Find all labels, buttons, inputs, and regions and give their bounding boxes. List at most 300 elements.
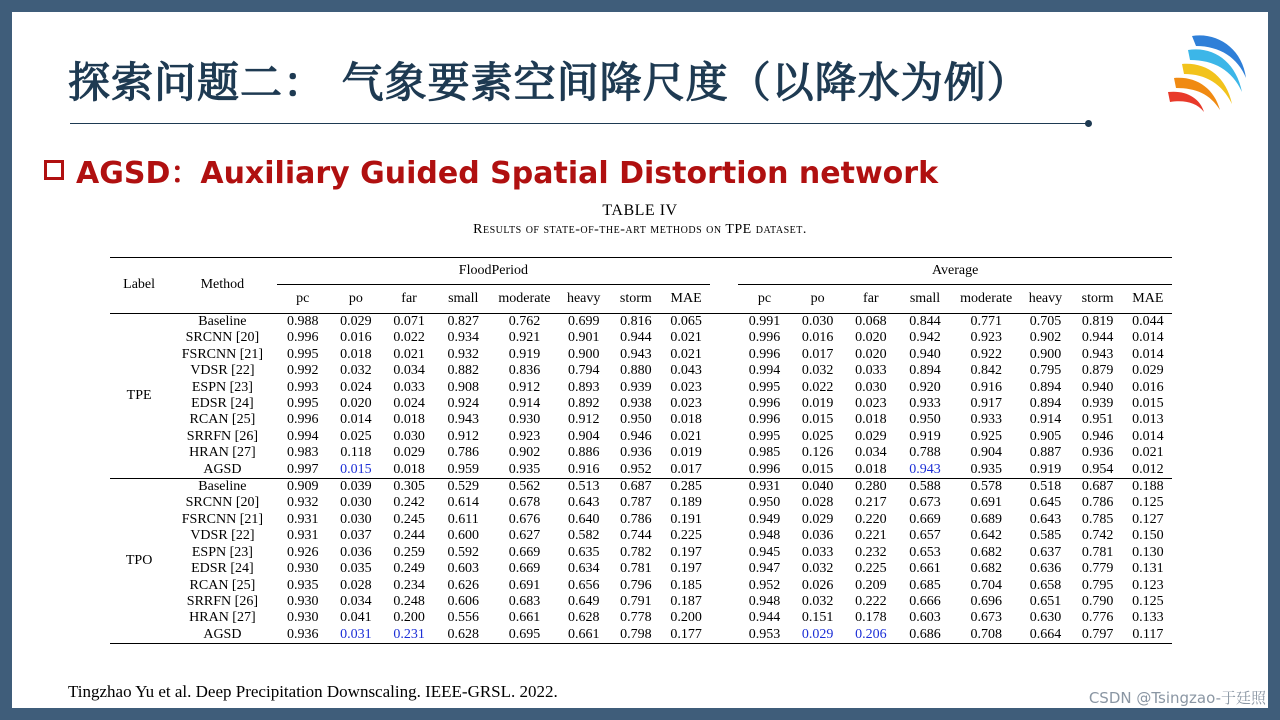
value-cell: 0.039 (329, 479, 383, 496)
value-cell: 0.954 (1081, 461, 1114, 477)
value-cell: 0.940 (909, 346, 941, 362)
value-cell: 0.894 (1029, 396, 1062, 412)
value-cell: 0.930 (286, 561, 319, 577)
value-cell: 0.742 (1081, 528, 1114, 544)
value-cell: 0.217 (855, 495, 887, 511)
metric-header-avg-po: po (791, 285, 845, 314)
value-cell: 0.705 (1029, 314, 1062, 329)
value-cell: 0.993 (286, 379, 319, 395)
table-row (110, 495, 1172, 511)
value-cell: 0.944 (748, 610, 781, 626)
value-cell: 0.018 (393, 412, 425, 428)
value-cell: 0.031 (340, 626, 372, 642)
value-cell: 0.029 (340, 314, 372, 329)
table-row (110, 528, 1172, 544)
value-cell: 0.708 (970, 626, 1002, 642)
value-cell: 0.021 (670, 346, 702, 362)
method-cell: SRRFN [26] (186, 593, 258, 609)
value-cell: 0.685 (909, 577, 941, 593)
metric-header-flood-small: small (435, 285, 491, 314)
value-cell: 0.657 (909, 528, 941, 544)
value-cell: 0.036 (340, 544, 372, 560)
value-cell: 0.689 (970, 511, 1002, 527)
value-cell: 0.819 (1081, 314, 1114, 329)
value-cell: 0.651 (1029, 593, 1062, 609)
value-cell: 0.040 (791, 479, 845, 496)
value-cell: 0.940 (1081, 379, 1114, 395)
value-cell: 0.189 (670, 495, 702, 511)
value-cell: 0.912 (508, 379, 541, 395)
value-cell: 0.012 (1132, 461, 1164, 477)
value-cell: 0.673 (909, 495, 941, 511)
value-cell: 0.893 (567, 379, 600, 395)
value-cell: 0.669 (508, 544, 541, 560)
value-cell: 0.244 (393, 528, 425, 544)
value-cell: 0.285 (662, 479, 710, 496)
value-cell: 0.030 (393, 428, 425, 444)
column-spacer (710, 445, 738, 461)
method-header: Method (168, 258, 276, 314)
value-cell: 0.943 (620, 346, 652, 362)
value-cell: 0.065 (670, 314, 702, 329)
group-header-average: Average (738, 258, 1172, 285)
value-cell: 0.022 (393, 330, 425, 346)
results-table (110, 258, 1172, 643)
value-cell: 0.902 (1029, 330, 1062, 346)
value-cell: 0.018 (670, 412, 702, 428)
value-cell: 0.125 (1132, 495, 1164, 511)
value-cell: 0.018 (855, 412, 887, 428)
method-cell: EDSR [24] (191, 561, 254, 577)
value-cell: 0.556 (447, 610, 479, 626)
value-cell: 0.676 (508, 511, 541, 527)
value-cell: 0.933 (970, 412, 1002, 428)
value-cell: 0.643 (1029, 511, 1062, 527)
value-cell: 0.068 (855, 314, 887, 329)
metric-header-flood-MAE: MAE (662, 285, 710, 314)
value-cell: 0.043 (670, 363, 702, 379)
value-cell: 0.634 (567, 561, 600, 577)
value-cell: 0.996 (748, 412, 781, 428)
value-cell: 0.935 (970, 461, 1002, 477)
value-cell: 0.017 (801, 346, 834, 362)
value-cell: 0.032 (801, 561, 834, 577)
value-cell: 0.245 (393, 511, 425, 527)
value-cell: 0.200 (670, 610, 702, 626)
value-cell: 0.649 (567, 593, 600, 609)
table-row (110, 462, 1172, 479)
value-cell: 0.921 (508, 330, 541, 346)
value-cell: 0.025 (801, 428, 834, 444)
value-cell: 0.696 (970, 593, 1002, 609)
value-cell: 0.640 (567, 511, 600, 527)
value-cell: 0.787 (620, 495, 652, 511)
value-cell: 0.951 (1081, 412, 1114, 428)
value-cell: 0.879 (1081, 363, 1114, 379)
value-cell: 0.656 (567, 577, 600, 593)
value-cell: 0.995 (286, 396, 319, 412)
table-row (110, 610, 1172, 626)
slide (12, 12, 1268, 708)
value-cell: 0.916 (970, 379, 1002, 395)
value-cell: 0.785 (1081, 511, 1114, 527)
value-cell: 0.919 (1029, 461, 1062, 477)
value-cell: 0.691 (508, 577, 541, 593)
value-cell: 0.225 (670, 528, 702, 544)
table-row (110, 627, 1172, 643)
value-cell: 0.187 (670, 593, 702, 609)
value-cell: 0.935 (508, 461, 541, 477)
value-cell: 0.953 (748, 626, 781, 642)
value-cell: 0.795 (1081, 577, 1114, 593)
value-cell: 0.044 (1132, 314, 1164, 329)
value-cell: 0.935 (286, 577, 319, 593)
value-cell: 0.015 (1132, 396, 1164, 412)
method-cell: FSRCNN [21] (181, 346, 264, 362)
method-cell: RCAN [25] (189, 412, 256, 428)
value-cell: 0.118 (340, 445, 372, 461)
value-cell: 0.206 (855, 626, 887, 642)
value-cell: 0.996 (748, 346, 781, 362)
value-cell: 0.035 (340, 561, 372, 577)
value-cell: 0.034 (393, 363, 425, 379)
value-cell: 0.995 (748, 428, 781, 444)
subtitle-row (44, 148, 938, 192)
table-row (110, 594, 1172, 610)
value-cell: 0.939 (1081, 396, 1114, 412)
value-cell: 0.944 (1081, 330, 1114, 346)
value-cell: 0.209 (855, 577, 887, 593)
value-cell: 0.996 (748, 461, 781, 477)
value-cell: 0.686 (909, 626, 941, 642)
value-cell: 0.032 (340, 363, 372, 379)
value-cell: 0.529 (435, 479, 491, 496)
section-label: TPE (126, 387, 152, 403)
value-cell: 0.020 (855, 346, 887, 362)
metric-header-avg-moderate: moderate (953, 285, 1019, 314)
value-cell: 0.231 (393, 626, 425, 642)
value-cell: 0.259 (393, 544, 425, 560)
value-cell: 0.794 (567, 363, 600, 379)
value-cell: 0.200 (393, 610, 425, 626)
value-cell: 0.930 (286, 610, 319, 626)
value-cell: 0.687 (1072, 479, 1124, 496)
value-cell: 0.249 (393, 561, 425, 577)
method-cell: VDSR [22] (190, 363, 255, 379)
value-cell: 0.798 (620, 626, 652, 642)
value-cell: 0.033 (801, 544, 834, 560)
value-cell: 0.776 (1081, 610, 1114, 626)
value-cell: 0.744 (620, 528, 652, 544)
value-cell: 0.894 (909, 363, 941, 379)
metric-header-avg-pc: pc (738, 285, 790, 314)
results-body (110, 314, 1172, 644)
value-cell: 0.904 (970, 445, 1002, 461)
value-cell: 0.024 (340, 379, 372, 395)
value-cell: 0.914 (1029, 412, 1062, 428)
column-spacer (710, 330, 738, 346)
value-cell: 0.673 (970, 610, 1002, 626)
value-cell: 0.781 (1081, 544, 1114, 560)
title-divider (70, 123, 1088, 124)
value-cell: 0.946 (620, 428, 652, 444)
value-cell: 0.796 (620, 577, 652, 593)
value-cell: 0.022 (801, 379, 834, 395)
value-cell: 0.771 (970, 314, 1002, 329)
value-cell: 0.125 (1132, 593, 1164, 609)
value-cell: 0.936 (286, 626, 319, 642)
metric-header-avg-small: small (897, 285, 953, 314)
value-cell: 0.630 (1029, 610, 1062, 626)
value-cell: 0.019 (801, 396, 834, 412)
value-cell: 0.014 (340, 412, 372, 428)
value-cell: 0.658 (1029, 577, 1062, 593)
value-cell: 0.892 (567, 396, 600, 412)
value-cell: 0.021 (1132, 445, 1164, 461)
metric-header-flood-storm: storm (610, 285, 662, 314)
value-cell: 0.682 (970, 544, 1002, 560)
value-cell: 0.126 (801, 445, 834, 461)
value-cell: 0.280 (845, 479, 897, 496)
metric-header-flood-heavy: heavy (558, 285, 610, 314)
slide-subtitle: AGSD：Auxiliary Guided Spatial Distortion network (76, 156, 939, 191)
value-cell: 0.983 (286, 445, 319, 461)
value-cell: 0.914 (508, 396, 541, 412)
value-cell: 0.013 (1132, 412, 1164, 428)
value-cell: 0.130 (1132, 544, 1164, 560)
table-subcaption: Results of state-of-the-art methods on TPE dataset. (473, 222, 807, 237)
method-cell: HRAN [27] (189, 445, 256, 461)
value-cell: 0.603 (447, 561, 479, 577)
value-cell: 0.947 (748, 561, 781, 577)
value-cell: 0.669 (508, 561, 541, 577)
value-cell: 0.816 (620, 314, 652, 329)
value-cell: 0.959 (447, 461, 479, 477)
table-row (110, 578, 1172, 594)
value-cell: 0.788 (909, 445, 941, 461)
column-spacer (710, 545, 738, 561)
value-cell: 0.029 (855, 428, 887, 444)
value-cell: 0.015 (340, 461, 372, 477)
value-cell: 0.938 (620, 396, 652, 412)
table-row (110, 445, 1172, 461)
value-cell: 0.034 (855, 445, 887, 461)
value-cell: 0.916 (567, 461, 600, 477)
value-cell: 0.025 (340, 428, 372, 444)
value-cell: 0.901 (567, 330, 600, 346)
value-cell: 0.032 (801, 363, 834, 379)
column-spacer (710, 363, 738, 379)
value-cell: 0.628 (447, 626, 479, 642)
table-row (110, 363, 1172, 379)
value-cell: 0.635 (567, 544, 600, 560)
value-cell: 0.645 (1029, 495, 1062, 511)
metric-header-avg-far: far (845, 285, 897, 314)
value-cell: 0.018 (340, 346, 372, 362)
value-cell: 0.683 (508, 593, 541, 609)
value-cell: 0.917 (970, 396, 1002, 412)
value-cell: 0.946 (1081, 428, 1114, 444)
value-cell: 0.015 (801, 461, 834, 477)
value-cell: 0.024 (393, 396, 425, 412)
group-spacer (710, 258, 738, 285)
value-cell: 0.930 (508, 412, 541, 428)
metric-header-flood-po: po (329, 285, 383, 314)
value-cell: 0.603 (909, 610, 941, 626)
method-cell: RCAN [25] (189, 577, 256, 593)
table-row (110, 512, 1172, 528)
value-cell: 0.931 (286, 528, 319, 544)
logo-icon (1162, 30, 1248, 112)
value-cell: 0.021 (670, 428, 702, 444)
method-cell: SRRFN [26] (186, 428, 258, 444)
method-cell: VDSR [22] (190, 528, 255, 544)
value-cell: 0.185 (670, 577, 702, 593)
value-cell: 0.996 (286, 412, 319, 428)
value-cell: 0.117 (1132, 626, 1164, 642)
value-cell: 0.188 (1124, 479, 1172, 496)
value-cell: 0.844 (909, 314, 941, 329)
value-cell: 0.627 (508, 528, 541, 544)
value-cell: 0.930 (286, 593, 319, 609)
value-cell: 0.562 (491, 479, 557, 496)
value-cell: 0.585 (1029, 528, 1062, 544)
column-spacer (710, 610, 738, 626)
column-spacer (710, 462, 738, 479)
table-row (110, 380, 1172, 396)
value-cell: 0.041 (340, 610, 372, 626)
method-cell: ESPN [23] (191, 544, 253, 560)
column-spacer (710, 380, 738, 396)
value-cell: 0.886 (567, 445, 600, 461)
column-spacer (710, 347, 738, 363)
value-cell: 0.704 (970, 577, 1002, 593)
value-cell: 0.666 (909, 593, 941, 609)
value-cell: 0.177 (670, 626, 702, 642)
value-cell: 0.797 (1081, 626, 1114, 642)
value-cell: 0.933 (909, 396, 941, 412)
column-spacer (710, 627, 738, 643)
value-cell: 0.943 (909, 461, 941, 477)
value-cell: 0.636 (1029, 561, 1062, 577)
value-cell: 0.020 (340, 396, 372, 412)
value-cell: 0.606 (447, 593, 479, 609)
value-cell: 0.664 (1029, 626, 1062, 642)
value-cell: 0.019 (670, 445, 702, 461)
value-cell: 0.900 (1029, 346, 1062, 362)
value-cell: 0.178 (855, 610, 887, 626)
section-label: TPO (110, 479, 168, 644)
value-cell: 0.030 (340, 511, 372, 527)
value-cell: 0.909 (277, 479, 329, 496)
value-cell: 0.029 (801, 626, 834, 642)
square-bullet-icon (44, 160, 64, 180)
value-cell: 0.994 (748, 363, 781, 379)
value-cell: 0.934 (447, 330, 479, 346)
value-cell: 0.687 (610, 479, 662, 496)
metric-header-flood-pc: pc (277, 285, 329, 314)
value-cell: 0.026 (801, 577, 834, 593)
method-cell: SRCNN [20] (185, 330, 260, 346)
value-cell: 0.912 (567, 412, 600, 428)
value-cell: 0.952 (748, 577, 781, 593)
value-cell: 0.952 (620, 461, 652, 477)
value-cell: 0.904 (567, 428, 600, 444)
value-cell: 0.926 (286, 544, 319, 560)
value-cell: 0.191 (670, 511, 702, 527)
value-cell: 0.887 (1029, 445, 1062, 461)
value-cell: 0.653 (909, 544, 941, 560)
value-cell: 0.880 (620, 363, 652, 379)
table-row (110, 347, 1172, 363)
value-cell: 0.992 (286, 363, 319, 379)
value-cell: 0.882 (447, 363, 479, 379)
value-cell: 0.786 (447, 445, 479, 461)
value-cell: 0.786 (1081, 495, 1114, 511)
value-cell: 0.014 (1132, 346, 1164, 362)
value-cell: 0.614 (447, 495, 479, 511)
value-cell: 0.779 (1081, 561, 1114, 577)
value-cell: 0.578 (953, 479, 1019, 496)
value-cell: 0.033 (855, 363, 887, 379)
value-cell: 0.016 (801, 330, 834, 346)
value-cell: 0.642 (970, 528, 1002, 544)
value-cell: 0.678 (508, 495, 541, 511)
value-cell: 0.669 (909, 511, 941, 527)
value-cell: 0.016 (1132, 379, 1164, 395)
value-cell: 0.985 (748, 445, 781, 461)
value-cell: 0.225 (855, 561, 887, 577)
value-cell: 0.197 (670, 561, 702, 577)
value-cell: 0.030 (801, 314, 834, 329)
value-cell: 0.030 (340, 495, 372, 511)
value-cell: 0.029 (801, 511, 834, 527)
value-cell: 0.994 (286, 428, 319, 444)
value-cell: 0.923 (970, 330, 1002, 346)
value-cell: 0.222 (855, 593, 887, 609)
value-cell: 0.699 (567, 314, 600, 329)
column-spacer (710, 412, 738, 428)
value-cell: 0.942 (909, 330, 941, 346)
value-cell: 0.626 (447, 577, 479, 593)
label-header: Label (110, 258, 168, 314)
value-cell: 0.691 (970, 495, 1002, 511)
value-cell: 0.781 (620, 561, 652, 577)
value-cell: 0.695 (508, 626, 541, 642)
value-cell: 0.932 (286, 495, 319, 511)
watermark: CSDN @Tsingzao-于廷照 (1088, 689, 1266, 707)
column-spacer (710, 495, 738, 511)
value-cell: 0.014 (1132, 428, 1164, 444)
value-cell: 0.036 (801, 528, 834, 544)
column-spacer (710, 561, 738, 577)
value-cell: 0.900 (567, 346, 600, 362)
value-cell: 0.018 (393, 461, 425, 477)
method-cell: SRCNN [20] (185, 495, 260, 511)
value-cell: 0.795 (1029, 363, 1062, 379)
value-cell: 0.991 (748, 314, 781, 329)
value-cell: 0.786 (620, 511, 652, 527)
slide-title: 探索问题二： 气象要素空间降尺度（以降水为例） (68, 58, 1030, 107)
metric-header-avg-storm: storm (1072, 285, 1124, 314)
value-cell: 0.931 (286, 511, 319, 527)
value-cell: 0.950 (748, 495, 781, 511)
value-cell: 0.518 (1019, 479, 1071, 496)
table-row (110, 545, 1172, 561)
value-cell: 0.032 (801, 593, 834, 609)
value-cell: 0.030 (855, 379, 887, 395)
value-cell: 0.016 (340, 330, 372, 346)
